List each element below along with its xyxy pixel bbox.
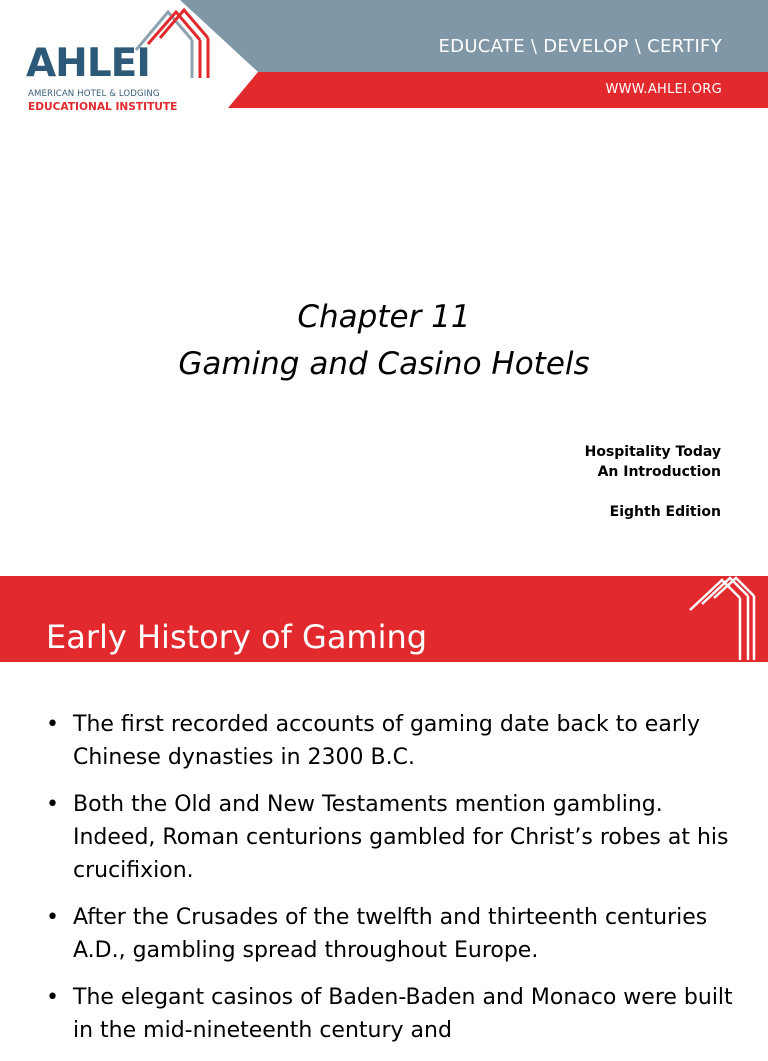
logo-subtitle: AMERICAN HOTEL & LODGING	[28, 89, 160, 99]
bullet-list	[46, 708, 746, 1061]
bullet-item: • Both the Old and New Testaments mention gambling. Indeed, Roman centurions gambled for Christ’s robes at his crucifixion.	[46, 788, 746, 887]
chapter-heading	[0, 294, 768, 388]
book-subtitle: An Introduction	[597, 464, 721, 480]
slide-title: Early History of Gaming	[46, 618, 428, 656]
bullet-item: • The elegant casinos of Baden-Baden and Monaco were built in the mid-nineteenth century and	[46, 981, 746, 1047]
chapter-number: Chapter 11	[297, 299, 471, 335]
logo-wordmark: AHLEI	[26, 41, 150, 86]
tagline: EDUCATE \ DEVELOP \ CERTIFY	[438, 36, 722, 57]
bullet-item: • The first recorded accounts of gaming date back to early Chinese dynasties in 2300 B.C.	[46, 708, 746, 774]
book-info	[585, 442, 721, 522]
logo-institute: EDUCATIONAL INSTITUTE	[28, 101, 178, 113]
bullet-item: • After the Crusades of the twelfth and thirteenth centuries A.D., gambling spread throughout Europe.	[46, 901, 746, 967]
ahlei-logo	[26, 6, 196, 113]
content-slide	[0, 576, 768, 1043]
slide-header-band	[0, 576, 768, 662]
website-url: WWW.AHLEI.ORG	[605, 82, 722, 97]
chapter-title: Gaming and Casino Hotels	[178, 346, 590, 382]
building-logo-icon	[686, 576, 768, 662]
book-edition: Eighth Edition	[609, 504, 721, 520]
book-title: Hospitality Today	[584, 444, 721, 460]
